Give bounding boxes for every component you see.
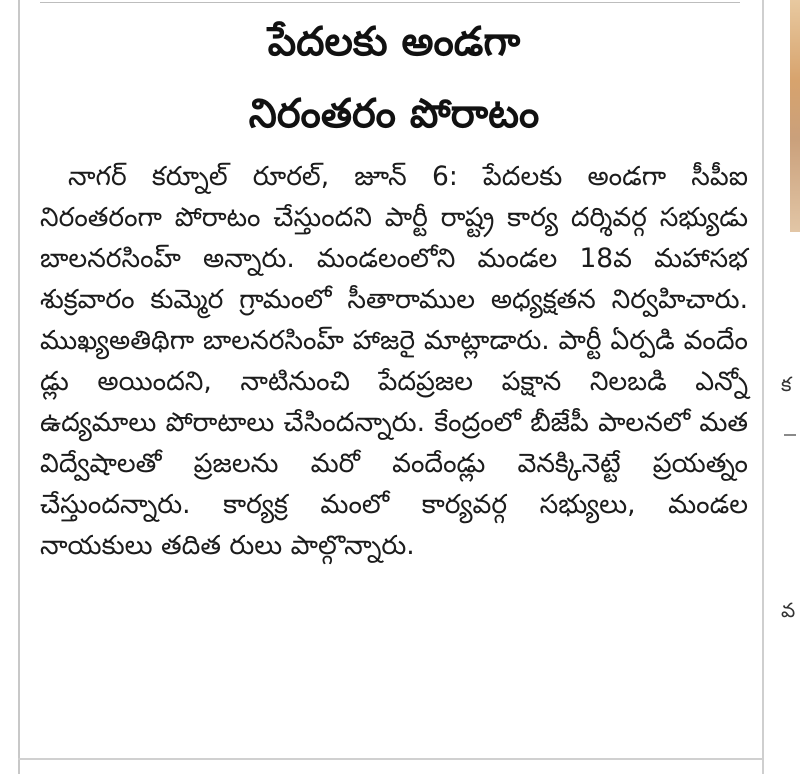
adjacent-text-fragment-2: వ	[781, 598, 796, 622]
bottom-rule	[18, 758, 762, 760]
headline-line-1: పేదలకు అండగా	[267, 19, 521, 65]
adjacent-text-fragment-1: క	[781, 372, 792, 396]
left-column-rule	[18, 0, 20, 774]
right-column-rule	[762, 0, 764, 774]
headline-line-2: నిరంతరం పోరాటం	[248, 91, 540, 137]
news-article	[40, 0, 748, 566]
article-body: నాగర్ కర్నూల్ రూరల్, జూన్ 6: పేదలకు అండగా సీపీఐ నిరంతరంగా పోరాటం చేస్తుందని పార్టీ రాష్ట్ర కార్య దర్శివర్గ సభ్యుడు బాలనరసింహ్ అన్నారు. మండలంలోని మండల 18వ మహాసభ శుక్రవారం కుమ్మెర గ్రామంలో సీతారాముల అధ్యక్షతన నిర్వహిచారు. ముఖ్యఅతిథిగా బాలనరసింహ్ హాజరై మాట్లాడారు. పార్టీ ఏర్పడి వందేం డ్లు అయిందని, నాటినుంచి పేదప్రజల పక్షాన నిలబడి ఎన్నో ఉద్యమాలు పోరాటాలు చేసిందన్నారు. కేంద్రంలో బీజేపీ పాలనలో మత విద్వేషాలతో ప్రజలను మరో వందేండ్లు వెనక్కినెట్టే ప్రయత్నం చేస్తుందన్నారు. కార్యక్ర మంలో కార్యవర్గ సభ్యులు, మండల నాయకులు తదిత రులు పాల్గొన్నారు.	[40, 161, 748, 561]
adjacent-photo-edge	[790, 0, 800, 232]
adjacent-divider	[784, 434, 796, 436]
